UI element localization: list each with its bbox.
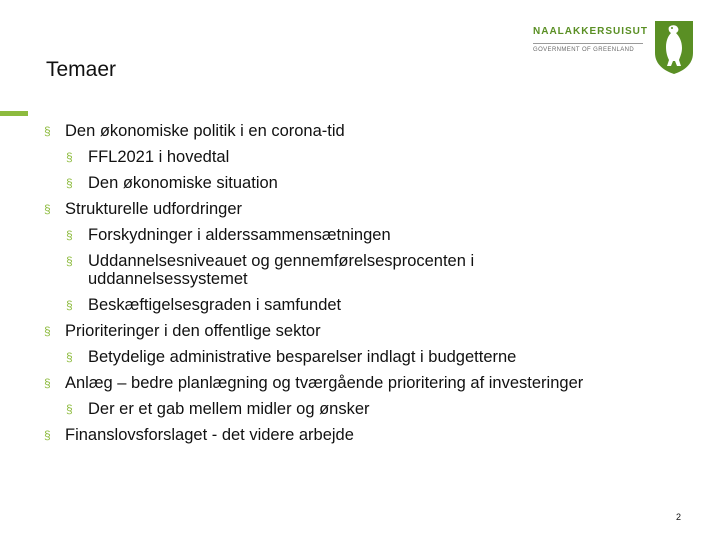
bullet-text: Finanslovsforslaget - det videre arbejde [65, 426, 354, 444]
bullet-item [0, 196, 720, 222]
bullet-marker: § [66, 150, 73, 164]
bullet-text-continuation: uddannelsessystemet [88, 270, 248, 288]
bullet-item [0, 118, 720, 144]
sub-bullet-item [0, 248, 720, 289]
bullet-text: Uddannelsesniveauet og gennemførelsesprocenten i [88, 252, 475, 270]
polar-bear-shield-icon [652, 19, 696, 75]
bullet-marker: § [66, 254, 73, 268]
bullet-item [0, 370, 720, 396]
bullet-marker: § [44, 324, 51, 338]
bullet-marker: § [44, 428, 51, 442]
sub-bullet-item [0, 396, 720, 422]
logo-subtitle: GOVERNMENT OF GREENLAND [533, 47, 635, 53]
sub-bullet-item [0, 144, 720, 170]
page-number: 2 [676, 512, 682, 522]
bullet-marker: § [44, 202, 51, 216]
bullet-marker: § [44, 124, 51, 138]
bullet-marker: § [66, 176, 73, 190]
bullet-item [0, 318, 720, 344]
bullet-list [0, 118, 720, 448]
slide-title: Temaer [46, 58, 117, 81]
bullet-marker: § [66, 402, 73, 416]
logo-wordmark [533, 26, 648, 53]
bullet-text: Der er et gab mellem midler og ønsker [88, 400, 370, 418]
bullet-text: Forskydninger i alderssammensætningen [88, 226, 391, 244]
bullet-text: Prioriteringer i den offentlige sektor [65, 322, 321, 340]
title-accent-bar [0, 111, 28, 116]
bullet-item [0, 422, 720, 448]
sub-bullet-item [0, 292, 720, 318]
bullet-marker: § [66, 228, 73, 242]
bullet-marker: § [66, 298, 73, 312]
logo-name: NAALAKKERSUISUT [533, 26, 648, 37]
bullet-text: Beskæftigelsesgraden i samfundet [88, 296, 342, 314]
logo-divider [533, 43, 643, 44]
bullet-text: FFL2021 i hovedtal [88, 148, 230, 166]
bullet-marker: § [44, 376, 51, 390]
bullet-marker: § [66, 350, 73, 364]
bullet-text: Den økonomiske politik i en corona-tid [65, 122, 345, 140]
bullet-text: Anlæg – bedre planlægning og tværgående prioritering af investeringer [65, 374, 584, 392]
bullet-text: Strukturelle udfordringer [65, 200, 243, 218]
sub-bullet-item [0, 170, 720, 196]
sub-bullet-item [0, 222, 720, 248]
bullet-text: Betydelige administrative besparelser indlagt i budgetterne [88, 348, 517, 366]
sub-bullet-item [0, 344, 720, 370]
bullet-text: Den økonomiske situation [88, 174, 278, 192]
